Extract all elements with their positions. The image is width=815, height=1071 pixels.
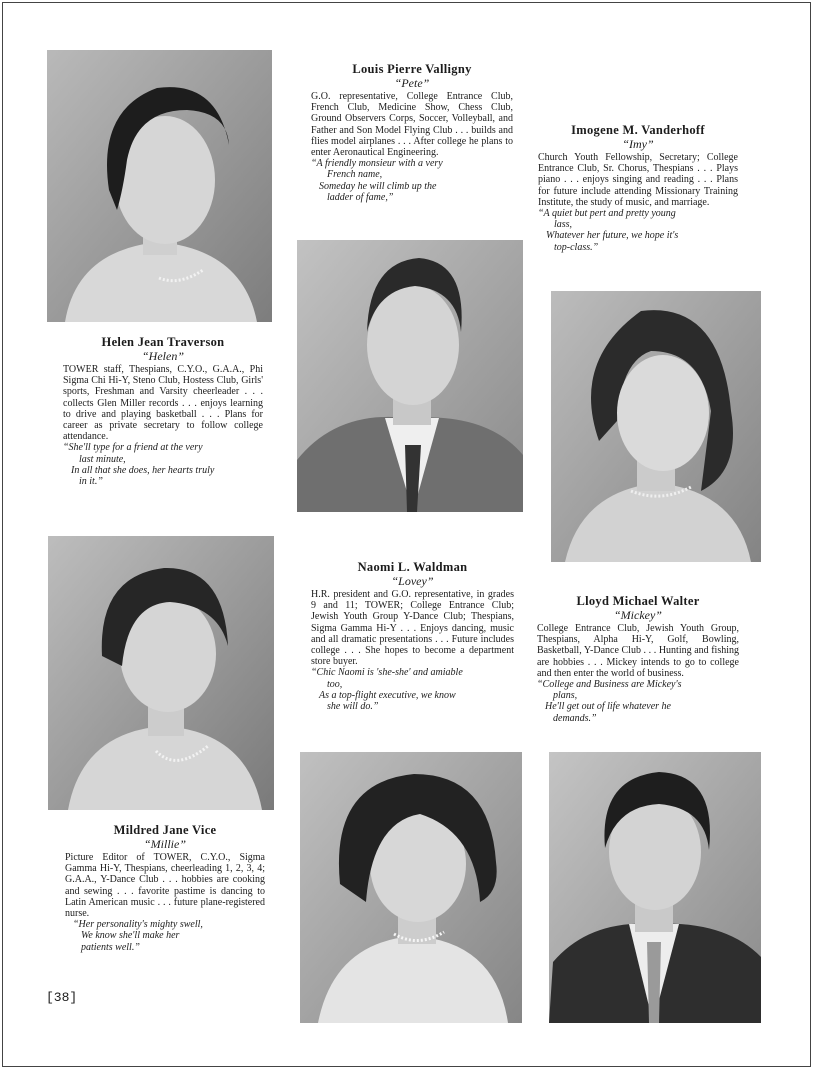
page-number: [38] [46, 990, 78, 1005]
student-bio: TOWER staff, Thespians, C.Y.O., G.A.A., Phi Sigma Chi Hi-Y, Steno Club, Hostess Club, Girls' sports, Freshman and Varsity cheerleader . . . collects Glen Miller records . . . enjoys learning to drive and playing basketball . . . Plans for career as private secretary to follow college attendance. [63, 364, 263, 443]
quote-line: patients well.” [81, 941, 140, 953]
quote-line: Someday he will climb up the [319, 180, 437, 192]
quote-line: too, [327, 678, 343, 690]
entry-naomi-waldman [311, 560, 514, 712]
portrait-naomi-waldman [300, 752, 522, 1023]
entry-helen-traverson [63, 335, 263, 487]
student-quote [311, 667, 514, 712]
quote-line: “Chic Naomi is 'she-she' and amiable [311, 667, 463, 679]
student-bio: Church Youth Fellowship, Secretary; College Entrance Club, Sr. Chorus, Thespians . . . Plays piano . . . enjoys singing and reading . . . Plans for future include attending Missionary Training Institute, the study of music, and marriage. [538, 152, 738, 208]
student-name: Imogene M. Vanderhoff [571, 123, 705, 137]
student-name: Lloyd Michael Walter [576, 594, 700, 608]
quote-line: “College and Business are Mickey's [537, 679, 682, 691]
quote-line: “A quiet but pert and pretty young [538, 208, 676, 220]
student-name: Helen Jean Traverson [101, 335, 225, 349]
quote-line: in it.” [79, 476, 103, 488]
entry-imogene-vanderhoff [538, 123, 738, 253]
entry-mildred-vice [65, 823, 265, 953]
quote-line: “A friendly monsieur with a very [311, 158, 443, 170]
entry-lloyd-walter [537, 594, 739, 724]
student-name: Louis Pierre Valligny [352, 62, 472, 76]
quote-line: lass, [554, 219, 573, 231]
student-nickname: “Lovey” [391, 574, 434, 588]
quote-line: French name, [327, 169, 383, 181]
quote-line: “Her personality's mighty swell, [73, 919, 203, 931]
student-bio: College Entrance Club, Jewish Youth Group, Thespians, Alpha Hi-Y, Golf, Bowling, Basketball, Y-Dance Club . . . Hunting and fishing are hobbies . . . Mickey intends to go to college and then enter the world of business. [537, 623, 739, 679]
student-quote [311, 158, 513, 203]
student-bio: Picture Editor of TOWER, C.Y.O., Sigma Gamma Hi-Y, Thespians, cheerleading 1, 2, 3, 4; G.A.A., Y-Dance Club . . . hobbies are cooking and sewing . . . favorite pastime is dancing to Latin American music . . . future plane-registered nurse. [65, 852, 265, 920]
quote-line: Whatever her future, we hope it's [546, 230, 679, 242]
student-name: Naomi L. Waldman [357, 560, 468, 574]
student-name: Mildred Jane Vice [113, 823, 217, 837]
student-bio: G.O. representative, College Entrance Club, French Club, Medicine Show, Chess Club, Ground Observers Corps, Soccer, Volleyball, and Father and Son Model Flying Club . . . builds and flies model airplanes . . . After college he plans to enter Aeronautical Engineering. [311, 91, 513, 159]
portrait-louis-valligny [297, 240, 523, 512]
quote-line: ladder of fame,” [327, 191, 394, 203]
portrait-lloyd-walter [549, 752, 761, 1023]
student-quote [538, 208, 738, 253]
portrait-imogene-vanderhoff [551, 291, 761, 562]
student-bio: H.R. president and G.O. representative, in grades 9 and 11; TOWER; College Entrance Club; Jewish Youth Group Y-Dance Club; Thespians, Sigma Gamma Hi-Y . . . Enjoys dancing, music and all dramatic presentations . . . Future includes college . . . She hopes to become a department store buyer. [311, 589, 514, 668]
quote-line: plans, [553, 690, 578, 702]
student-nickname: “Helen” [142, 349, 184, 363]
quote-line: We know she'll make her [81, 930, 180, 942]
student-quote [65, 919, 265, 953]
quote-line: she will do.” [327, 701, 379, 713]
entry-louis-valligny [311, 62, 513, 203]
quote-line: last minute, [79, 453, 126, 465]
student-nickname: “Imy” [622, 137, 654, 151]
portrait-helen-traverson [47, 50, 272, 322]
quote-line: He'll get out of life whatever he [545, 701, 671, 713]
student-nickname: “Mickey” [614, 608, 662, 622]
quote-line: “She'll type for a friend at the very [63, 442, 203, 454]
quote-line: In all that she does, her hearts truly [71, 464, 215, 476]
student-quote [537, 679, 739, 724]
quote-line: demands.” [553, 712, 597, 724]
portrait-mildred-vice [48, 536, 274, 810]
student-nickname: “Millie” [143, 837, 186, 851]
student-quote [63, 442, 263, 487]
student-nickname: “Pete” [394, 76, 430, 90]
quote-line: As a top-flight executive, we know [319, 689, 456, 701]
quote-line: top-class.” [554, 241, 599, 253]
